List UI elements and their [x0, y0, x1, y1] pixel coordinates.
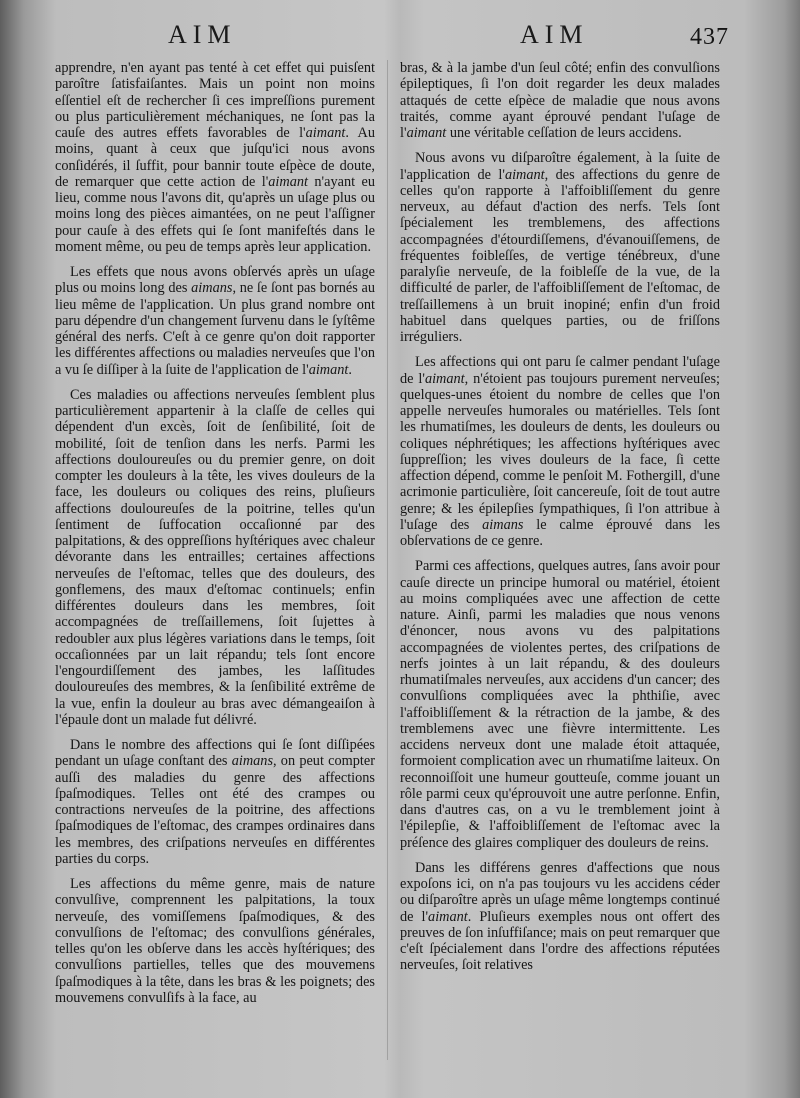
italic-term: aimant [308, 361, 349, 378]
text-run: Les affections qui ont paru ſe calmer pendant l'uſage de l' [400, 354, 720, 387]
text-run: Les affections du même genre, mais de nature convulſive, comprennent les palpitations, la toux nerveuſe, des vomiſſemens ſpaſmodiques, & des convulſions de l'eſtomac; des convulſions générales, telles qu'on les obſerve dans les accès hyſtériques; des convulſions partielles, telles que des mouvemens ſpaſmodiques à la tête, dans les bras & les poignets; des mouvemens convulſifs à la face, au [55, 876, 375, 1006]
text-run: une véritable ceſſation de leurs accidens. [446, 125, 682, 141]
text-run: bras, & à la jambe d'un ſeul côté; enfin des convulſions épileptiques, ſi l'on doit regarder les deux malades attaqués de cette eſpèce de maladie que nous avons traités, comme ayant éprouvé pendant l'uſage de l' [400, 60, 720, 141]
text-run: apprendre, n'en ayant pas tenté à cet effet qui puisſent paroître ſatisfaiſantes. Mais un point non moins eſſentiel eſt de rechercher ſi ces impreſſions purement ou plus particulièrement méchaniques, ne ſont pas la cauſe des autres effets favorables de l' [55, 60, 375, 141]
italic-term: aimant [428, 908, 468, 925]
text-run: Ces maladies ou affections nerveuſes ſemblent plus particulièrement appartenir à la claſſe de celles qui dépendent d'un excès, ſoit de ſenſibilité, ſoit de mobilité, ſoit de tenſion dans les nerfs. Parmi les affections douloureuſes ou du premier genre, on doit compter les douleurs à la tête, les vives douleurs de la face, les douleurs ou coliques des reins, pluſieurs affections douloureuſes de la poitrine, telles qu'un ſentiment de ſuffocation occaſionné par des palpitations, & des oppreſſions hyſtériques avec chaleur dévorante dans les entrailles; certaines affections nerveuſes de l'eſtomac, telles que des douleurs, des gonflemens, des maux d'eſtomac continuels; enfin différentes douleurs dans les membres, ſoit accompagnées de treſſaillemens, ſoit ſujettes à redoubler aux plus légères variations dans le temps, ſoit occaſionnées par un lait répandu; tels ſont encore l'engourdiſſement des jambes, les laſſitudes douloureuſes des membres, & la ſenſibilité extrême de la vue, enfin la douleur au bras avec démangeaiſon à l'épaule dont un malade fut délivré. [55, 386, 375, 728]
text-run: , des affections du genre de celles qu'on rapporte à l'affoibliſſement du genre nerveux, au défaut d'action des nerfs. Tels ſont ſpécialement les tremblemens, des affections accompagnées d'étourdiſſemens, d'évanouiſſemens, de fréquentes foibleſſes, de vertige ténébreux, d'une paralyſie nerveuſe, de la foibleſſe de la vue, de la difficulté de parler, de l'affoibliſſement de l'eſtomac, de treſſaillemens à un bruit inopiné; enfin d'un froid habituel dans quelques parties, ou de friſſons irréguliers. [400, 166, 720, 345]
paragraph [55, 264, 375, 378]
paragraph [400, 60, 720, 141]
italic-term: aimant [268, 173, 308, 190]
column-gutter-divider [387, 60, 388, 1060]
text-run: Dans le nombre des affections qui ſe ſont diſſipées pendant un uſage conſtant des [55, 737, 375, 770]
running-head-right: AIM [520, 20, 589, 49]
paragraph [400, 558, 720, 851]
text-run: , on peut compter auſſi des maladies du genre des affections ſpaſmodiques. Telles ont été des crampes ou contractions nerveuſes de la poitrine, des affections ſpaſmodiques de l'eſtomac, des crampes ordinaires dans les membres, des criſpations nerveuſes en différentes parties du corps. [55, 753, 375, 867]
italic-term: aimans [231, 753, 274, 770]
text-run: . Au moins, quant à ceux que juſqu'ici nous avons conſidérés, il ſuffit, pour bannir toute eſpèce de doute, de remarquer que cette action de l' [55, 125, 375, 190]
text-run: n'ayant eu lieu, comme nous l'avons dit, qu'après un uſage plus ou moins long des pièces aimantées, on ne peut l'aſſigner pour cauſe à des effets qui ſe ſont manifeſtés dans le moment même, ou peu de temps après leur application. [55, 173, 375, 255]
text-run: le calme éprouvé dans les obſervations de ce genre. [400, 516, 721, 549]
italic-term: aimant [305, 125, 346, 141]
left-column [55, 60, 375, 1006]
text-run: Les effets que nous avons obſervés après un uſage plus ou moins long des [55, 264, 375, 297]
text-run: Nous avons vu diſparoître également, à la ſuite de l'application de l' [400, 150, 720, 183]
text-run: . [348, 361, 352, 378]
paragraph [55, 387, 375, 728]
italic-term: aimans [482, 516, 524, 533]
text-run: , n'étoient pas toujours purement nerveuſes; quelques-unes étoient du nombre de celles que l'on appelle nerveuſes humorales ou matérielles. Tels ſont les rhumatiſmes, les douleurs de dents, les douleurs ou coliques néphrétiques; les affections hyſtériques avec ſuppreſſion; les vives douleurs de la face, ſi cette affection dépend, comme le penſoit M. Fothergill, d'une acrimonie particulière, ſoit cancereuſe, ſoit de tout autre genre; & les épilepſies ſympathiques, ſi l'on attribue à l'uſage des [400, 370, 720, 533]
paragraph [400, 860, 720, 974]
italic-term: aimant [504, 166, 545, 183]
paragraph [400, 354, 720, 549]
text-run: , ne ſe ſont pas bornés au lieu même de l'application. Un plus grand nombre ont paru dépendre d'un changement ſurvenu dans le ſyſtême général des nerfs. C'eſt à ce genre qu'on doit rapporter les différentes affections ou maladies nerveuſes que l'on a vu ſe diſſiper à la ſuite de l'application de l' [55, 280, 375, 378]
italic-term: aimant [424, 370, 465, 387]
paragraph [400, 150, 720, 345]
running-head-left: AIM [168, 20, 237, 49]
paragraph [55, 60, 375, 255]
paragraph [55, 876, 375, 1006]
page-number: 437 [690, 24, 729, 50]
text-run: . Pluſieurs exemples nous ont offert des preuves de ſon inſuffiſance; mais on peut remarquer que c'eſt ſpécialement dans l'ordre des affections réputées nerveuſes, ſoit relatives [400, 908, 720, 974]
text-run: Dans les différens genres d'affections que nous expoſons ici, on n'a pas toujours vu les accidens céder ou diſparoître après un uſage même longtemps continué de l' [400, 859, 720, 925]
italic-term: aimant [406, 125, 447, 141]
text-run: Parmi ces affections, quelques autres, ſans avoir pour cauſe directe un principe humoral ou matériel, étoient au moins compliquées avec une affection de cette nature. Ainſi, parmi les maladies que nous venons d'énoncer, nous avons vu des palpitations accompagnées de violentes pertes, des criſpations de nerfs jointes à un lait répandu, & des douleurs rhumatiſmales nerveuſes, aux accidens d'un cancer; des convulſions compliquées avec la phthiſie, avec l'affoibliſſement & la rétraction de la jambe, & des tremblemens avec une fièvre intermittente. Les accidens nerveux dont une malade étoit attaquée, formoient complication avec un rhumatiſme laiteux. On reconnoiſſoit une humeur goutteuſe, comme jouant un rôle parmi ceux qu'éprouvoit une autre perſonne. Enfin, dans d'autres cas, on a vu le tremblement joint à l'épilepſie, & l'affoibliſſement de l'eſtomac avec la préſence des glaires compliquer des douleurs de reins. [400, 558, 720, 851]
italic-term: aimans [191, 280, 233, 297]
paragraph [55, 737, 375, 867]
right-column [400, 60, 720, 974]
